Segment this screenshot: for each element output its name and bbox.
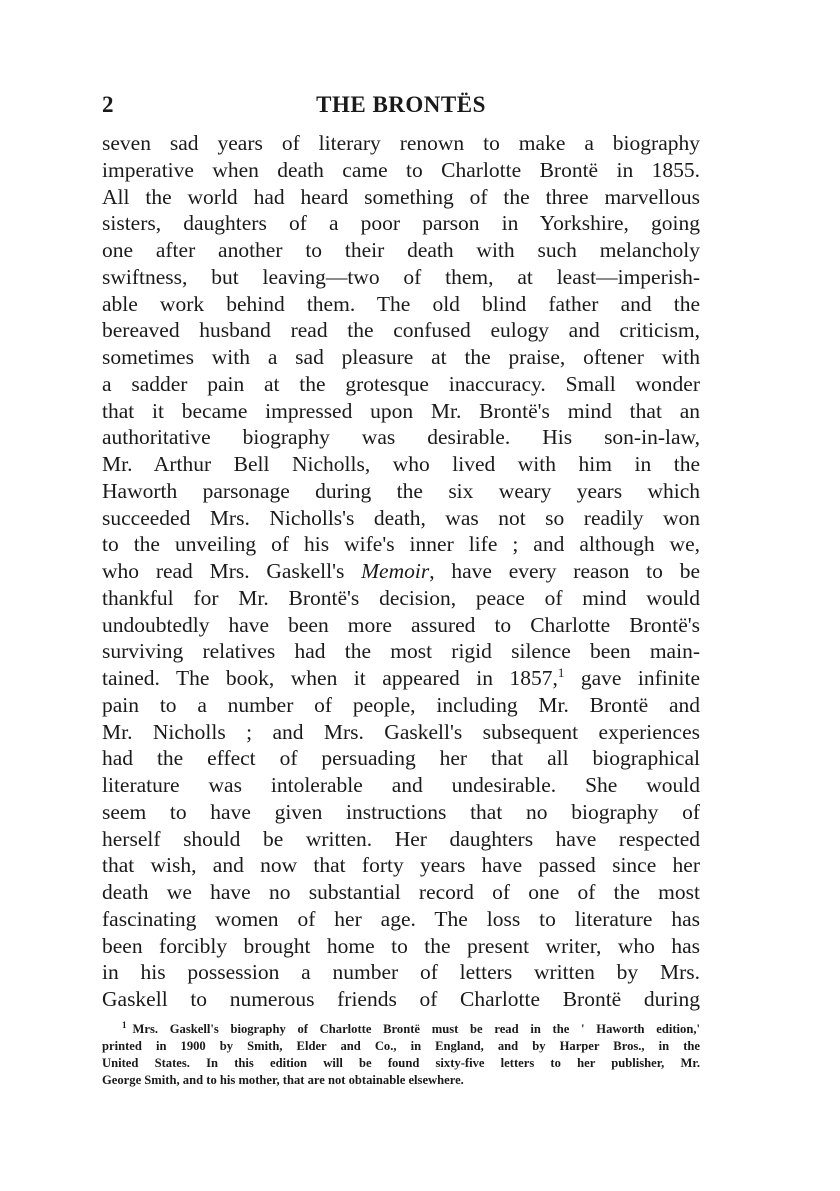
- text-line: All the world had heard something of the three marvellous: [102, 184, 700, 209]
- text-line: swiftness, but leaving—two of them, at least—imperish-: [102, 264, 700, 289]
- text-fragment: who read Mrs. Gaskell's: [102, 559, 362, 583]
- text-line: Mr. Nicholls ; and Mrs. Gaskell's subsequent experiences: [102, 719, 700, 744]
- text-line: seven sad years of literary renown to make a biography: [102, 131, 700, 155]
- text-fragment: gave infinite: [564, 666, 700, 690]
- footnote-line: printed in 1900 by Smith, Elder and Co., in England, and by Harper Bros., in the: [102, 1038, 700, 1053]
- text-line: succeeded Mrs. Nicholls's death, was not so readily won: [102, 505, 700, 530]
- book-page: [102, 88, 700, 1090]
- footnote-line: United States. In this edition will be found sixty-five letters to her publisher, Mr.: [102, 1056, 700, 1071]
- text-line: one after another to their death with such melancholy: [102, 238, 700, 262]
- text-line: sisters, daughters of a poor parson in Yorkshire, going: [102, 211, 700, 236]
- text-fragment: , have every reason to be: [429, 559, 700, 583]
- text-line: pain to a number of people, including Mr. Brontë and: [102, 692, 700, 717]
- text-line: in his possession a number of letters written by Mrs.: [102, 960, 700, 985]
- text-line-memoir: [102, 558, 700, 585]
- text-line: Mr. Arthur Bell Nicholls, who lived with him in the: [102, 452, 700, 476]
- text-line: surviving relatives had the most rigid silence been main-: [102, 639, 700, 664]
- text-line: fascinating women of her age. The loss to literature has: [102, 906, 700, 931]
- text-line: sometimes with a sad pleasure at the praise, oftener with: [102, 345, 700, 369]
- text-line: seem to have given instructions that no biography of: [102, 799, 700, 824]
- text-line: that it became impressed upon Mr. Brontë's mind that an: [102, 398, 700, 423]
- text-line: bereaved husband read the confused eulogy and criticism,: [102, 318, 700, 343]
- footnote: [102, 1021, 700, 1090]
- text-line: authoritative biography was desirable. His son-in-law,: [102, 425, 700, 450]
- memoir-title-italic: Memoir: [361, 559, 430, 583]
- footnote-line: [102, 1021, 700, 1038]
- text-line: Haworth parsonage during the six weary years which: [102, 478, 700, 503]
- footnote-marker: 1: [122, 1019, 127, 1030]
- text-line: imperative when death came to Charlotte Brontë in 1855.: [102, 157, 700, 182]
- text-fragment: tained. The book, when it appeared in 1857,: [102, 666, 558, 690]
- text-line: literature was intolerable and undesirable. She would: [102, 773, 700, 797]
- footnote-line: George Smith, and to his mother, that are not obtainable elsewhere.: [102, 1073, 464, 1088]
- footnote-text: Mrs. Gaskell's biography of Charlotte Brontë must be read in the ' Haworth edition,': [132, 1021, 700, 1036]
- text-line: to the unveiling of his wife's inner life ; and although we,: [102, 532, 700, 557]
- text-line: death we have no substantial record of one of the most: [102, 880, 700, 904]
- text-line-footnote-ref: [102, 665, 700, 692]
- text-line: herself should be written. Her daughters have respected: [102, 826, 700, 851]
- text-line: able work behind them. The old blind father and the: [102, 291, 700, 316]
- body-text: [102, 130, 700, 1013]
- text-line: a sadder pain at the grotesque inaccuracy. Small wonder: [102, 371, 700, 396]
- page-number: 2: [102, 92, 114, 117]
- running-title: THE BRONTËS: [316, 92, 486, 117]
- text-line: undoubtedly have been more assured to Charlotte Brontë's: [102, 612, 700, 637]
- running-head: [102, 88, 700, 122]
- text-line: been forcibly brought home to the present writer, who has: [102, 933, 700, 958]
- footnote-reference: 1: [557, 665, 565, 680]
- text-line: that wish, and now that forty years have passed since her: [102, 853, 700, 878]
- text-line: thankful for Mr. Brontë's decision, peace of mind would: [102, 585, 700, 610]
- text-line: Gaskell to numerous friends of Charlotte Brontë during: [102, 987, 700, 1011]
- text-line: had the effect of persuading her that all biographical: [102, 746, 700, 771]
